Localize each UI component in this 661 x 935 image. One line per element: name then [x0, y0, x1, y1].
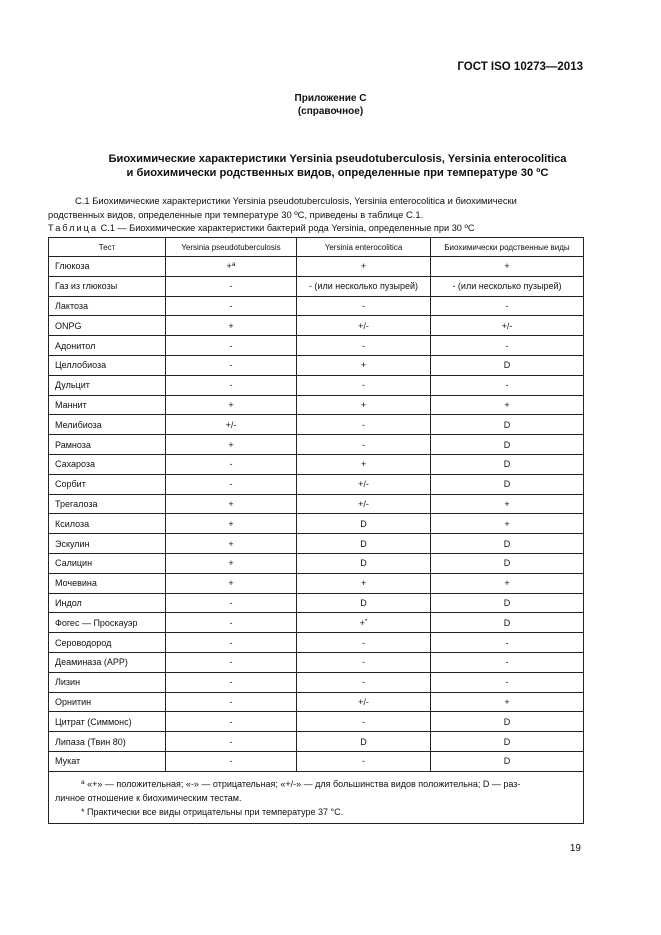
table-row	[49, 692, 584, 712]
footnote-a-line1	[55, 777, 577, 791]
result-cell	[431, 316, 584, 336]
cell-text: -	[229, 696, 233, 707]
cell-text: -	[505, 657, 509, 668]
annex-heading	[0, 92, 661, 118]
cell-text: ONPG	[55, 320, 82, 331]
table-row	[49, 257, 584, 277]
cell-text: +	[504, 518, 510, 529]
result-cell	[431, 514, 584, 534]
cell-text: +	[228, 399, 234, 410]
result-cell	[431, 573, 584, 593]
result-cell	[166, 672, 297, 692]
result-cell	[166, 435, 297, 455]
test-name-cell	[49, 652, 166, 672]
header-pseudotuberculosis: Yersinia pseudotuberculosis	[166, 238, 297, 257]
cell-text: +	[360, 261, 367, 272]
result-cell	[166, 534, 297, 554]
result-cell	[166, 692, 297, 712]
result-cell	[431, 751, 584, 771]
result-cell	[297, 375, 431, 395]
result-cell	[297, 553, 431, 573]
footnote-a-text: «+» — положительная; «-» — отрицательная; «+/-» — для большинства видов положительна; D — раз-	[84, 778, 521, 789]
test-name-cell	[49, 712, 166, 732]
result-cell	[431, 732, 584, 752]
table-row	[49, 454, 584, 474]
result-cell	[431, 276, 584, 296]
table-row	[49, 712, 584, 732]
cell-text: Сорбит	[55, 479, 86, 490]
cell-text: Трегалоза	[55, 498, 98, 509]
footnote-a-marker: а	[81, 778, 85, 786]
cell-text: Ксилоза	[55, 518, 90, 529]
result-cell	[431, 494, 584, 514]
result-cell	[166, 355, 297, 375]
cell-text: Рамноза	[55, 439, 91, 450]
cell-text: -	[229, 617, 233, 628]
test-name-cell	[49, 672, 166, 692]
cell-text: Сероводород	[55, 637, 112, 648]
test-name-cell	[49, 355, 166, 375]
result-cell	[166, 633, 297, 653]
result-cell	[297, 395, 431, 415]
result-cell	[297, 534, 431, 554]
cell-text: - (или несколько пузырей)	[308, 281, 419, 292]
cell-text: -	[362, 756, 365, 767]
test-name-cell	[49, 395, 166, 415]
test-name-cell	[49, 633, 166, 653]
cell-text: -	[505, 380, 509, 391]
result-cell	[297, 435, 431, 455]
result-cell	[166, 514, 297, 534]
cell-text: D	[503, 479, 511, 490]
result-cell	[297, 415, 431, 435]
header-test: Тест	[49, 238, 166, 257]
result-cell	[431, 375, 584, 395]
cell-text: D	[503, 736, 511, 747]
footnote-star: * Практически все виды отрицательны при температуре 37 °С.	[81, 806, 344, 817]
cell-text: +	[360, 459, 367, 470]
cell-text: +	[226, 261, 232, 272]
result-cell	[166, 652, 297, 672]
test-name-cell	[49, 732, 166, 752]
test-name-cell	[49, 296, 166, 316]
test-name-cell	[49, 593, 166, 613]
result-cell	[166, 454, 297, 474]
cell-text: D	[503, 419, 511, 430]
result-cell	[297, 355, 431, 375]
result-cell	[431, 672, 584, 692]
cell-text: +	[228, 578, 234, 589]
biochem-table	[48, 237, 584, 824]
cell-text: Орнитин	[55, 696, 92, 707]
cell-text: +/-	[358, 498, 369, 509]
cell-text: Лактоза	[55, 300, 89, 311]
result-cell	[297, 712, 431, 732]
cell-text: Газ из глюкозы	[55, 281, 118, 292]
test-name-cell	[49, 415, 166, 435]
cell-text: +/-	[225, 419, 237, 430]
table-row	[49, 336, 584, 356]
footnote-star-ref: *	[364, 617, 368, 625]
cell-text: +/-	[358, 320, 369, 331]
document-title	[60, 152, 615, 180]
cell-text: -	[229, 657, 233, 668]
cell-text: Эскулин	[55, 538, 90, 549]
result-cell	[297, 454, 431, 474]
table-row	[49, 553, 584, 573]
result-cell	[297, 672, 431, 692]
table-row	[49, 732, 584, 752]
result-cell	[297, 494, 431, 514]
result-cell	[431, 415, 584, 435]
cell-text: -	[229, 597, 233, 608]
test-name-cell	[49, 375, 166, 395]
cell-text: D	[503, 538, 511, 549]
intro-line-2: родственных видов, определенные при температуре 30 ºС, приведены в таблице С.1.	[48, 209, 424, 220]
cell-text: -	[229, 479, 233, 490]
title-line-1: Биохимические характеристики Yersinia pseudotuberculosis, Yersinia enterocolitica	[108, 153, 567, 165]
result-cell	[166, 593, 297, 613]
result-cell	[166, 336, 297, 356]
cell-text: Цитрат (Симмонс)	[55, 716, 132, 727]
cell-text: -	[505, 637, 509, 648]
cell-text: Глюкоза	[55, 261, 90, 272]
table-row	[49, 296, 584, 316]
cell-text: Фогес — Проскауэр	[55, 617, 138, 628]
result-cell	[166, 494, 297, 514]
cell-text: -	[229, 637, 233, 648]
test-name-cell	[49, 751, 166, 771]
cell-text: -	[505, 300, 509, 311]
result-cell	[166, 395, 297, 415]
cell-text: +/-	[358, 696, 369, 707]
result-cell	[166, 613, 297, 633]
test-name-cell	[49, 573, 166, 593]
cell-text: -	[229, 300, 233, 311]
cell-text: +	[228, 558, 234, 569]
cell-text: +/-	[358, 479, 369, 490]
result-cell	[166, 553, 297, 573]
result-cell	[166, 296, 297, 316]
cell-text: -	[362, 340, 365, 351]
cell-text: +	[360, 360, 367, 371]
result-cell	[297, 652, 431, 672]
result-cell	[297, 514, 431, 534]
cell-text: -	[362, 300, 365, 311]
cell-text: +	[228, 320, 234, 331]
result-cell	[431, 712, 584, 732]
cell-text: Лизин	[55, 677, 81, 688]
result-cell	[431, 257, 584, 277]
result-cell	[297, 257, 431, 277]
cell-text: Дульцит	[55, 380, 90, 391]
cell-text: Адонитол	[55, 340, 96, 351]
cell-text: -	[505, 677, 509, 688]
table-row	[49, 593, 584, 613]
test-name-cell	[49, 474, 166, 494]
table-row	[49, 751, 584, 771]
test-name-cell	[49, 276, 166, 296]
cell-text: -	[229, 380, 233, 391]
result-cell	[166, 375, 297, 395]
cell-text: +	[504, 696, 510, 707]
test-name-cell	[49, 534, 166, 554]
result-cell	[297, 633, 431, 653]
cell-text: Индол	[55, 597, 82, 608]
cell-text: D	[360, 538, 367, 549]
cell-text: D	[503, 360, 511, 371]
cell-text: Деаминаза (APP)	[55, 657, 128, 668]
cell-text: -	[505, 340, 509, 351]
result-cell	[431, 553, 584, 573]
cell-text: -	[362, 637, 365, 648]
result-cell	[431, 692, 584, 712]
result-cell	[297, 692, 431, 712]
result-cell	[166, 276, 297, 296]
cell-text: -	[229, 459, 233, 470]
test-name-cell	[49, 553, 166, 573]
table-row	[49, 652, 584, 672]
cell-text: -	[229, 281, 233, 292]
table-row	[49, 534, 584, 554]
cell-text: Липаза (Твин 80)	[55, 736, 126, 747]
cell-text: D	[360, 518, 367, 529]
table-caption-label: Таблица	[48, 223, 99, 233]
cell-text: Мукат	[55, 756, 81, 767]
footnote-row	[49, 771, 584, 823]
cell-text: +	[228, 498, 234, 509]
footnote-a-ref: а	[231, 261, 236, 269]
cell-text: +	[228, 518, 234, 529]
cell-text: -	[362, 716, 365, 727]
result-cell	[297, 336, 431, 356]
result-cell	[431, 613, 584, 633]
table-row	[49, 375, 584, 395]
cell-text: -	[362, 439, 365, 450]
result-cell	[166, 751, 297, 771]
cell-text: +	[360, 578, 367, 589]
table-row	[49, 435, 584, 455]
cell-text: -	[362, 419, 365, 430]
test-name-cell	[49, 435, 166, 455]
cell-text: -	[229, 360, 233, 371]
table-row	[49, 395, 584, 415]
table-row	[49, 613, 584, 633]
test-name-cell	[49, 454, 166, 474]
page-number: 19	[569, 843, 581, 854]
standard-number: ГОСТ ISO 10273—2013	[457, 61, 583, 73]
cell-text: -	[229, 736, 233, 747]
table-row	[49, 573, 584, 593]
test-name-cell	[49, 494, 166, 514]
cell-text: +	[228, 538, 234, 549]
result-cell	[297, 593, 431, 613]
cell-text: D	[360, 558, 367, 569]
annex-kind: (справочное)	[297, 106, 364, 117]
result-cell	[166, 474, 297, 494]
cell-text: D	[503, 716, 511, 727]
table-row	[49, 355, 584, 375]
cell-text: -	[229, 677, 233, 688]
table-caption-text: С.1 — Биохимические характеристики бактерий рода Yersinia, определенные при 30 ºС	[98, 223, 475, 233]
table-footnotes	[49, 771, 584, 823]
cell-text: +	[504, 261, 510, 272]
cell-text: D	[503, 756, 511, 767]
cell-text: +	[228, 439, 234, 450]
cell-text: +	[504, 578, 510, 589]
result-cell	[166, 316, 297, 336]
result-cell	[431, 454, 584, 474]
table-caption	[48, 222, 588, 234]
test-name-cell	[49, 336, 166, 356]
test-name-cell	[49, 692, 166, 712]
cell-text: Мелибиоза	[55, 419, 102, 430]
result-cell	[431, 395, 584, 415]
cell-text: D	[503, 597, 511, 608]
table-row	[49, 276, 584, 296]
intro-paragraph	[48, 194, 588, 222]
cell-text: -	[229, 716, 233, 727]
header-related-species: Биохимически родственные виды	[431, 238, 584, 257]
result-cell	[431, 633, 584, 653]
title-line-2: и биохимически родственных видов, определенные при температуре 30 ºС	[126, 167, 549, 179]
result-cell	[431, 296, 584, 316]
test-name-cell	[49, 316, 166, 336]
result-cell	[431, 355, 584, 375]
cell-text: +	[504, 399, 510, 410]
result-cell	[297, 732, 431, 752]
cell-text: -	[229, 340, 233, 351]
result-cell	[297, 276, 431, 296]
cell-text: D	[503, 617, 511, 628]
table-row	[49, 633, 584, 653]
cell-text: D	[503, 439, 511, 450]
result-cell	[166, 415, 297, 435]
result-cell	[166, 732, 297, 752]
header-enterocolitica: Yersinia enterocolitica	[297, 238, 431, 257]
cell-text: D	[503, 459, 511, 470]
cell-text: D	[503, 558, 511, 569]
table-row	[49, 514, 584, 534]
test-name-cell	[49, 514, 166, 534]
cell-text: -	[362, 380, 365, 391]
result-cell	[297, 316, 431, 336]
result-cell	[431, 534, 584, 554]
test-name-cell	[49, 613, 166, 633]
cell-text: Мочевина	[55, 578, 97, 589]
cell-text: +	[360, 399, 367, 410]
result-cell	[297, 751, 431, 771]
table-header-row	[49, 238, 584, 257]
cell-text: -	[362, 677, 365, 688]
intro-line-1: С.1 Биохимические характеристики Yersinia pseudotuberculosis, Yersinia enterocolitica и биохимически	[75, 195, 517, 206]
result-cell	[431, 474, 584, 494]
cell-text: Сахароза	[55, 459, 96, 470]
cell-text: -	[362, 657, 365, 668]
table-row	[49, 474, 584, 494]
cell-text: Маннит	[55, 399, 87, 410]
result-cell	[297, 573, 431, 593]
cell-text: -	[229, 756, 233, 767]
result-cell	[297, 613, 431, 633]
table-row	[49, 316, 584, 336]
result-cell	[166, 573, 297, 593]
result-cell	[166, 712, 297, 732]
result-cell	[431, 336, 584, 356]
cell-text: +	[359, 617, 365, 628]
footnote-a-line2: личное отношение к биохимическим тестам.	[55, 792, 242, 803]
result-cell	[431, 652, 584, 672]
table-row	[49, 415, 584, 435]
test-name-cell	[49, 257, 166, 277]
result-cell	[431, 435, 584, 455]
table-row	[49, 672, 584, 692]
cell-text: +	[504, 498, 510, 509]
annex-title: Приложение С	[294, 93, 367, 104]
cell-text: Салицин	[55, 558, 93, 569]
result-cell	[297, 296, 431, 316]
cell-text: D	[360, 736, 367, 747]
result-cell	[297, 474, 431, 494]
cell-text: +/-	[501, 320, 513, 331]
cell-text: Целлобиоза	[55, 360, 107, 371]
result-cell	[431, 593, 584, 613]
table-row	[49, 494, 584, 514]
cell-text: - (или несколько пузырей)	[452, 281, 562, 292]
table-body	[49, 257, 584, 772]
result-cell	[166, 257, 297, 277]
cell-text: D	[360, 597, 367, 608]
